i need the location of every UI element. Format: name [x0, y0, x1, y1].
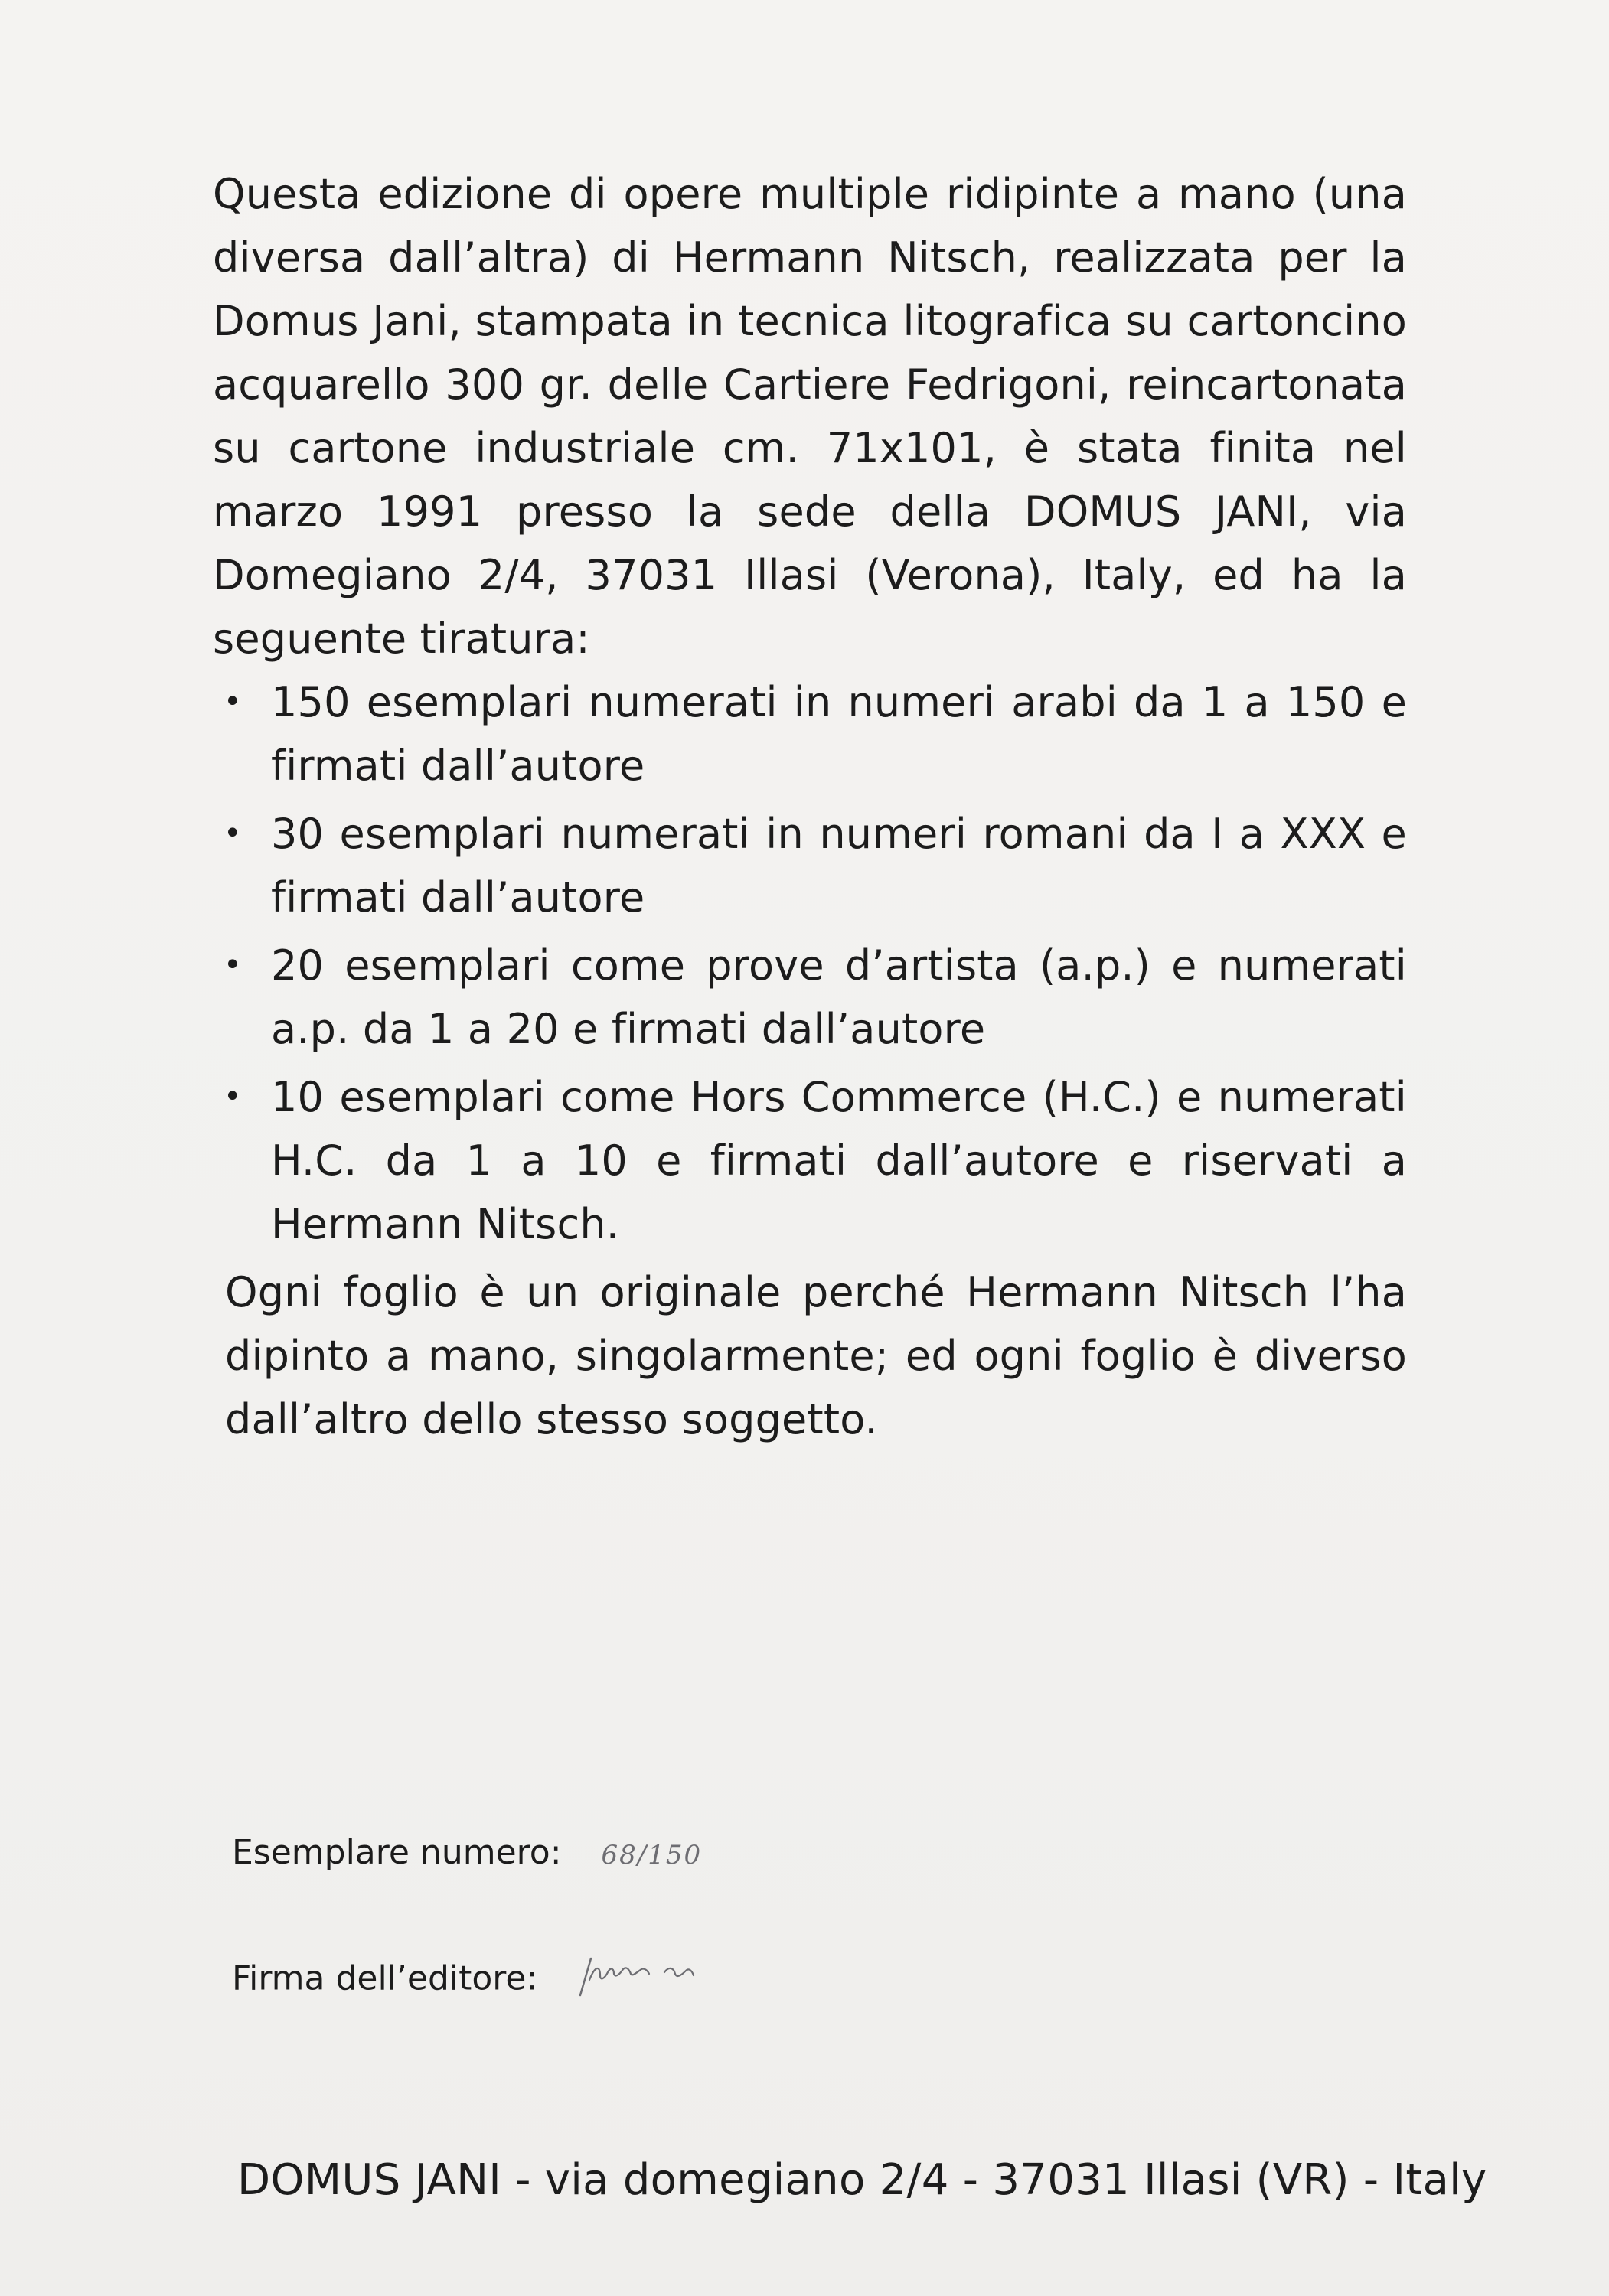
list-item	[213, 1065, 1407, 1256]
publisher-signature	[574, 1949, 704, 2011]
copy-number-label: Esemplare numero:	[232, 1833, 562, 1872]
publisher-signature-row	[232, 1949, 704, 2011]
edition-list	[213, 670, 1407, 1256]
bullet-icon: •	[224, 947, 242, 983]
handwritten-signature-icon	[574, 1949, 704, 2003]
list-item	[213, 670, 1407, 797]
list-item-text: 150 esemplari numerati in numeri arabi da 1 a 150 e firmati dall’autore	[271, 678, 1407, 790]
list-item-text: 30 esemplari numerati in numeri romani da I a XXX e firmati dall’autore	[271, 810, 1407, 921]
closing-statement: Ogni foglio è un originale perché Hermann Nitsch l’ha dipinto a mano, singolarmente; ed ogni foglio è diverso dall’altro dello stesso soggetto.	[225, 1268, 1407, 1443]
certificate-body	[213, 162, 1407, 1451]
list-item-text: 10 esemplari come Hors Commerce (H.C.) e numerati H.C. da 1 a 10 e firmati dall’autore e riservati a Hermann Nitsch.	[271, 1073, 1407, 1248]
bullet-icon: •	[224, 1079, 242, 1114]
bullet-icon: •	[224, 816, 242, 851]
publisher-footer: DOMUS JANI - via domegiano 2/4 - 37031 Illasi (VR) - Italy	[237, 2155, 1487, 2205]
list-item-text: 20 esemplari come prove d’artista (a.p.) e numerati a.p. da 1 a 20 e firmati dall’autore	[271, 941, 1407, 1053]
edition-description: Questa edizione di opere multiple ridipinte a mano (una diversa dall’altra) di Hermann Nitsch, realizzata per la Domus Jani, stampata in tecnica litografica su cartoncino acquarello 300 gr. delle Cartiere Fedrigoni, reincartonata su cartone industriale cm. 71x101, è stata finita nel marzo 1991 presso la sede della DOMUS JANI, via Domegiano 2/4, 37031 Illasi (Verona), Italy, ed ha la seguente tiratura:	[213, 170, 1407, 663]
copy-number-handwritten: 68/150	[601, 1840, 703, 1870]
list-item	[213, 802, 1407, 929]
copy-number-row	[232, 1833, 702, 1872]
publisher-signature-label: Firma dell’editore:	[232, 1958, 538, 1998]
bullet-icon: •	[224, 684, 242, 719]
list-item	[213, 934, 1407, 1061]
